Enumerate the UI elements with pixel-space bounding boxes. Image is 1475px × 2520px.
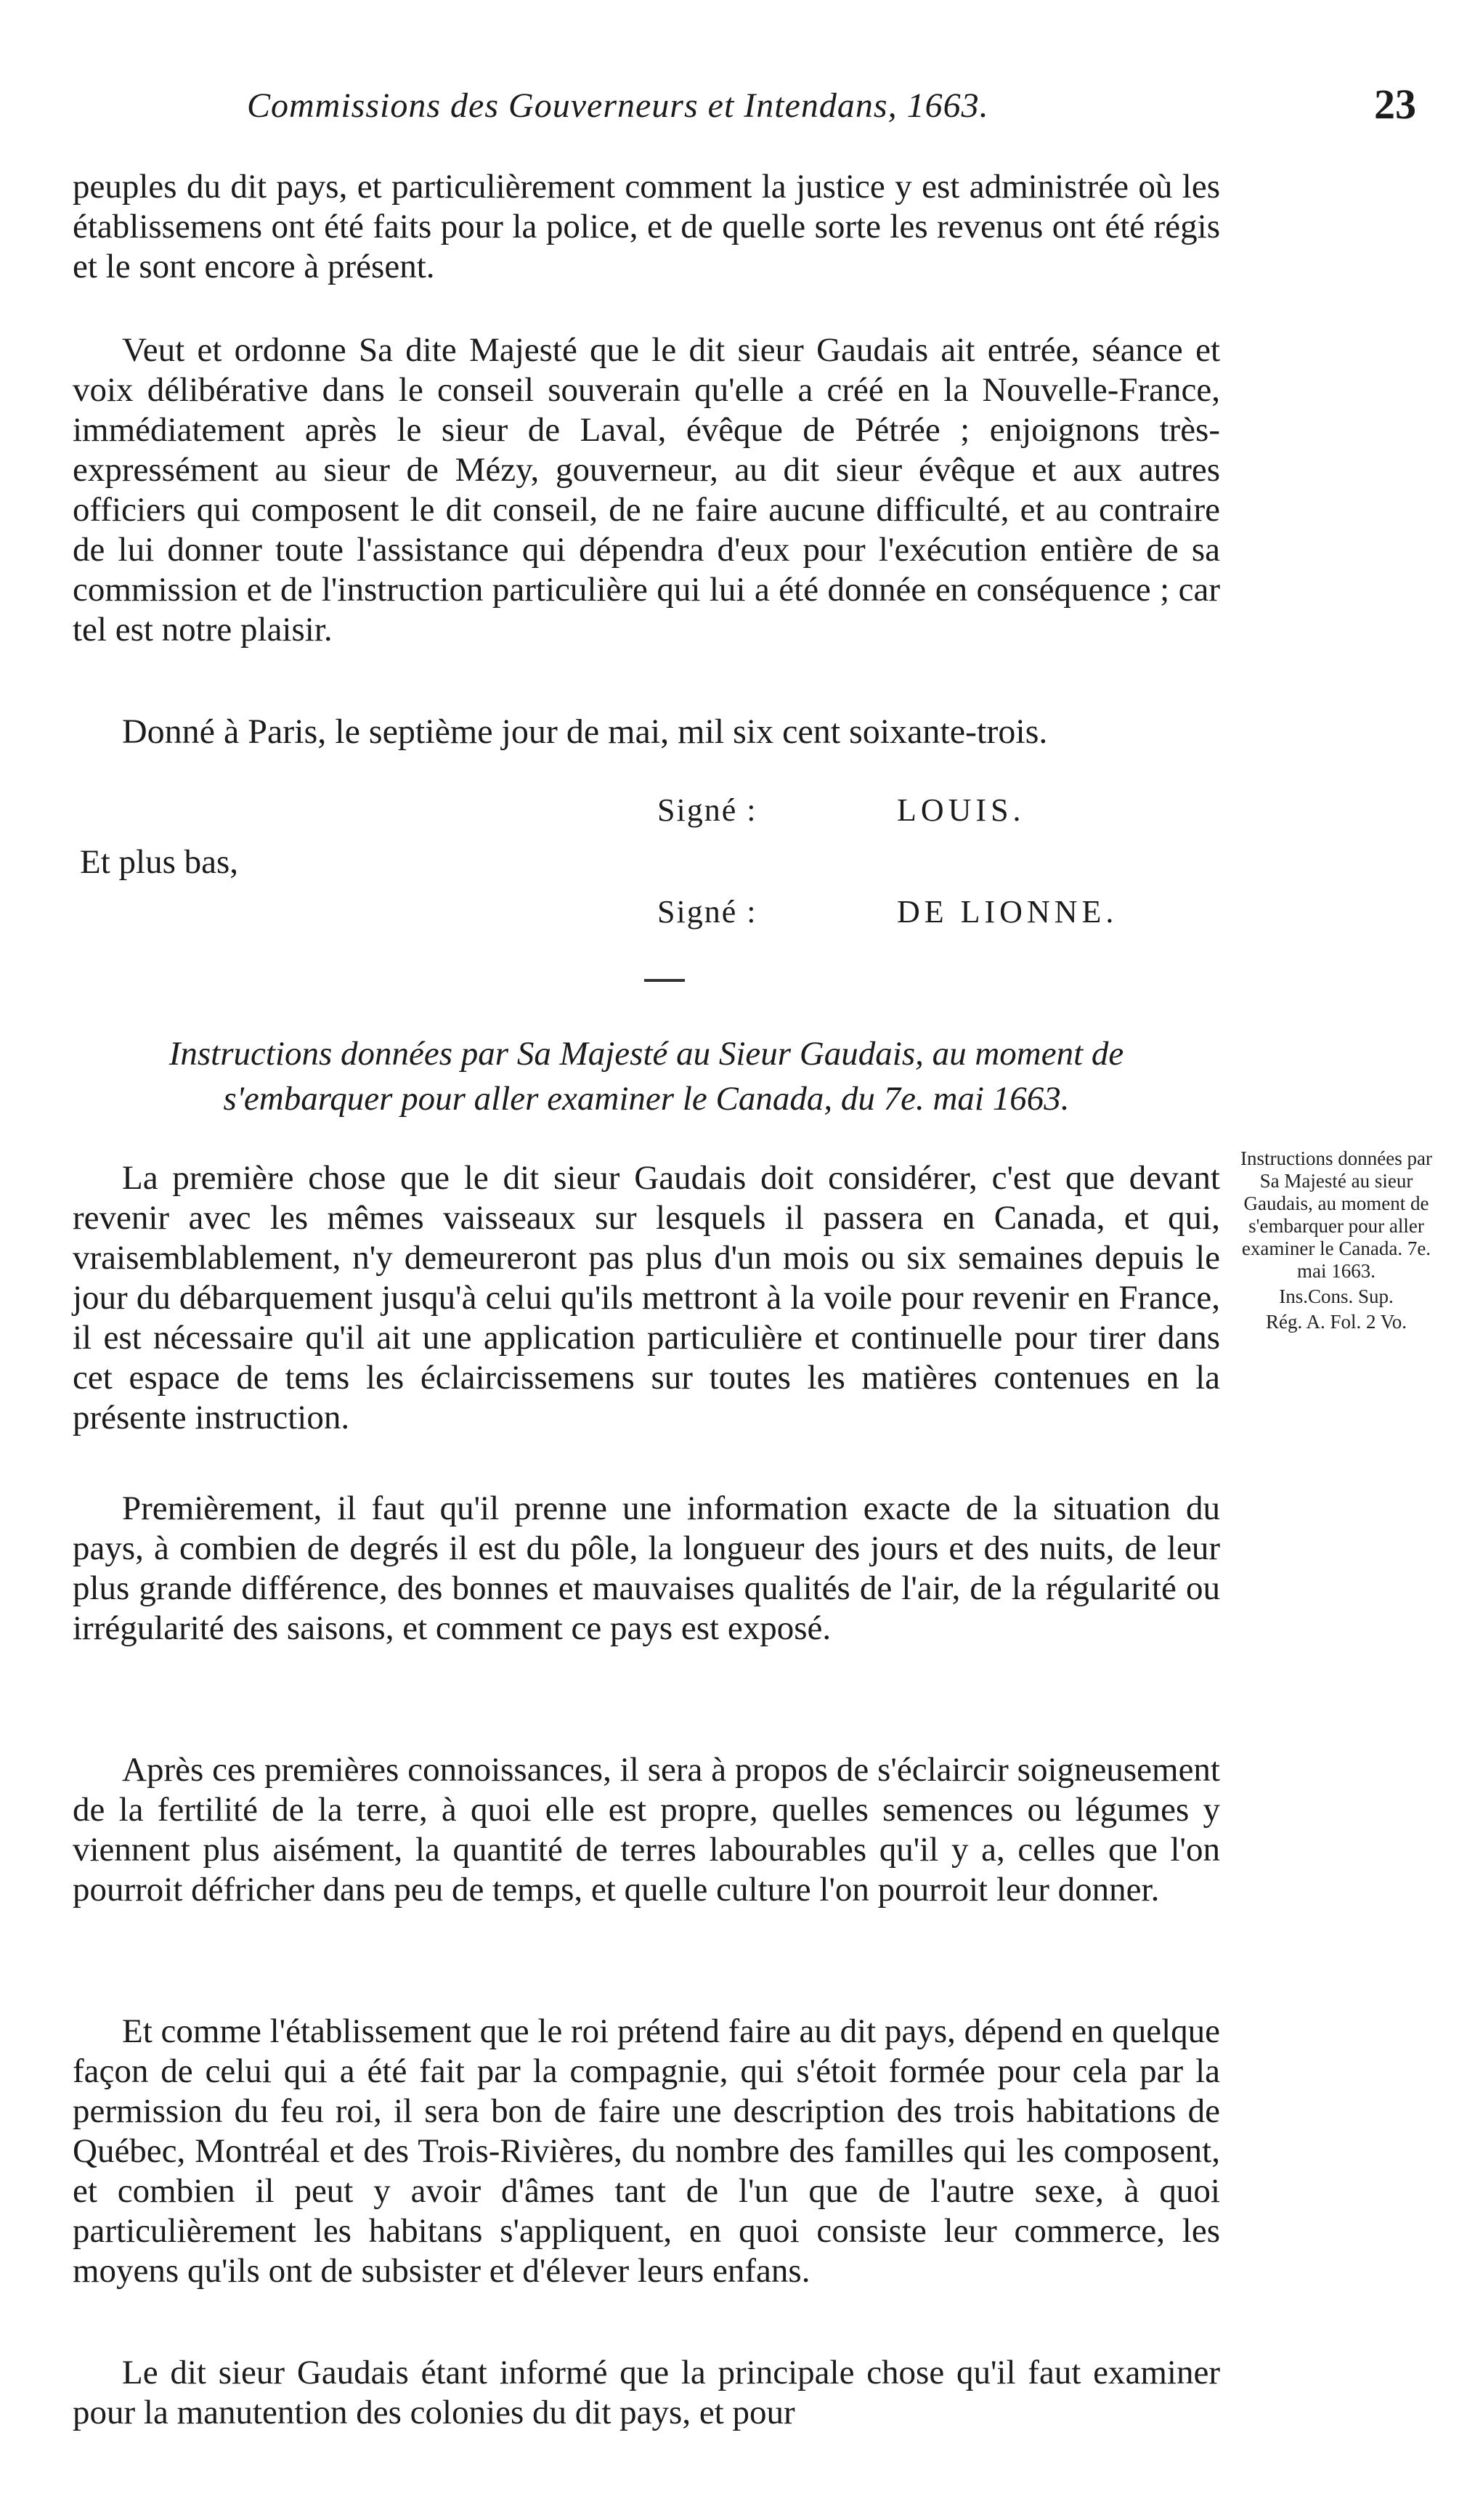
paragraph-7: Le dit sieur Gaudais étant informé que la principale chose qu'il faut examiner pour la manutention des colonies du dit pays, et pour — [73, 2354, 1220, 2431]
signature-de-lionne: DE LIONNE. — [897, 894, 1118, 930]
signature-label-1: Signé : — [657, 792, 757, 828]
paragraph-4: Premièrement, il faut qu'il prenne une information exacte de la situation du pays, à combien de degrés il est du pôle, la longueur des jours et des nuits, de leur plus grande différence, des bonnes et mauvaises qualités de l'air, de la régularité ou irrégularité des saisons, et comment ce pays est exposé. — [73, 1489, 1220, 1647]
running-title: Commissions des Gouverneurs et Intendans, 1663. — [247, 86, 989, 125]
section-divider — [644, 979, 685, 982]
paragraph-6-block — [73, 2012, 1220, 2291]
paragraph-3-block — [73, 1158, 1220, 1438]
instructions-title — [73, 1031, 1220, 1121]
paragraph-4-block — [73, 1489, 1220, 1649]
paragraph-3: La première chose que le dit sieur Gaudais doit considérer, c'est que devant revenir avec les mêmes vaisseaux sur lesquels il passera en Canada, et qui, vraisemblablement, n'y demeureront pas plus d'un mois ou six semaines depuis le jour du débarquement jusqu'à celui qu'ils mettront à la voile pour revenir en France, il est nécessaire qu'il ait une application particulière et continuelle pour tirer dans cet espace de tems les éclaircissemens sur toutes les matières contenues en la présente instruction. — [73, 1159, 1220, 1436]
instructions-title-line-2: s'embarquer pour aller examiner le Canada, du 7e. mai 1663. — [223, 1080, 1070, 1118]
signature-louis: LOUIS. — [897, 792, 1025, 828]
instructions-title-line-1: Instructions données par Sa Majesté au Sieur Gaudais, au moment de — [168, 1035, 1124, 1073]
margin-note — [1238, 1147, 1434, 1333]
paragraph-1: peuples du dit pays, et particulièrement comment la justice y est administrée où les établissemens ont été faits pour la police, et de quelle sorte les revenus ont été régis et le sont encore à présent. — [73, 168, 1220, 285]
margin-note-text: Instructions données par Sa Majesté au sieur Gaudais, au moment de s'embarquer pour aller examiner le Canada. 7e. mai 1663. — [1240, 1147, 1432, 1282]
margin-note-ref-2: Rég. A. Fol. 2 Vo. — [1265, 1311, 1407, 1333]
et-plus-bas: Et plus bas, — [80, 843, 239, 881]
paragraph-6: Et comme l'établissement que le roi prétend faire au dit pays, dépend en quelque façon de celui qui a été fait par la compagnie, qui s'étoit formée pour cela par la permission du feu roi, il sera bon de faire une description des trois habitations de Québec, Montréal et des Trois-Rivières, du nombre des familles qui les composent, et combien il peut y avoir d'âmes tant de l'un que de l'autre sexe, à quoi particulièrement les habitans s'appliquent, en quoi consiste leur commerce, les moyens qu'ils ont de subsister et d'élever leurs enfans. — [73, 2012, 1220, 2290]
margin-note-ref-1: Ins.Cons. Sup. — [1279, 1285, 1394, 1307]
paragraph-5: Après ces premières connoissances, il sera à propos de s'éclaircir soigneusement de la fertilité de la terre, à quoi elle est propre, quelles semences ou légumes y viennent plus aisément, la quantité de terres labourables qu'il y a, celles que l'on pourroit défricher dans peu de temps, et quelle culture l'on pourroit leur donner. — [73, 1751, 1220, 1909]
signature-label-2: Signé : — [657, 894, 757, 930]
paragraph-2: Veut et ordonne Sa dite Majesté que le dit sieur Gaudais ait entrée, séance et voix délibérative dans le conseil souverain qu'elle a créé en la Nouvelle-France, immédiatement après le sieur de Laval, évêque de Pétrée ; enjoignons très-expressément au sieur de Mézy, gouverneur, au dit sieur évêque et aux autres officiers qui composent le dit conseil, de ne faire aucune difficulté, et au contraire de lui donner toute l'assistance qui dépendra d'eux pour l'exécution entière de sa commission et de l'instruction particulière qui lui a été donnée en conséquence ; car tel est notre plaisir. — [73, 331, 1220, 649]
paragraph-1-block — [73, 167, 1220, 287]
paragraph-2-block — [73, 330, 1220, 650]
page-header — [73, 81, 1423, 137]
paragraph-5-block — [73, 1750, 1220, 1910]
paragraph-7-block — [73, 2353, 1220, 2433]
page-number: 23 — [1374, 81, 1416, 128]
given-at-paris: Donné à Paris, le septième jour de mai, mil six cent soixante-trois. — [122, 712, 1048, 751]
